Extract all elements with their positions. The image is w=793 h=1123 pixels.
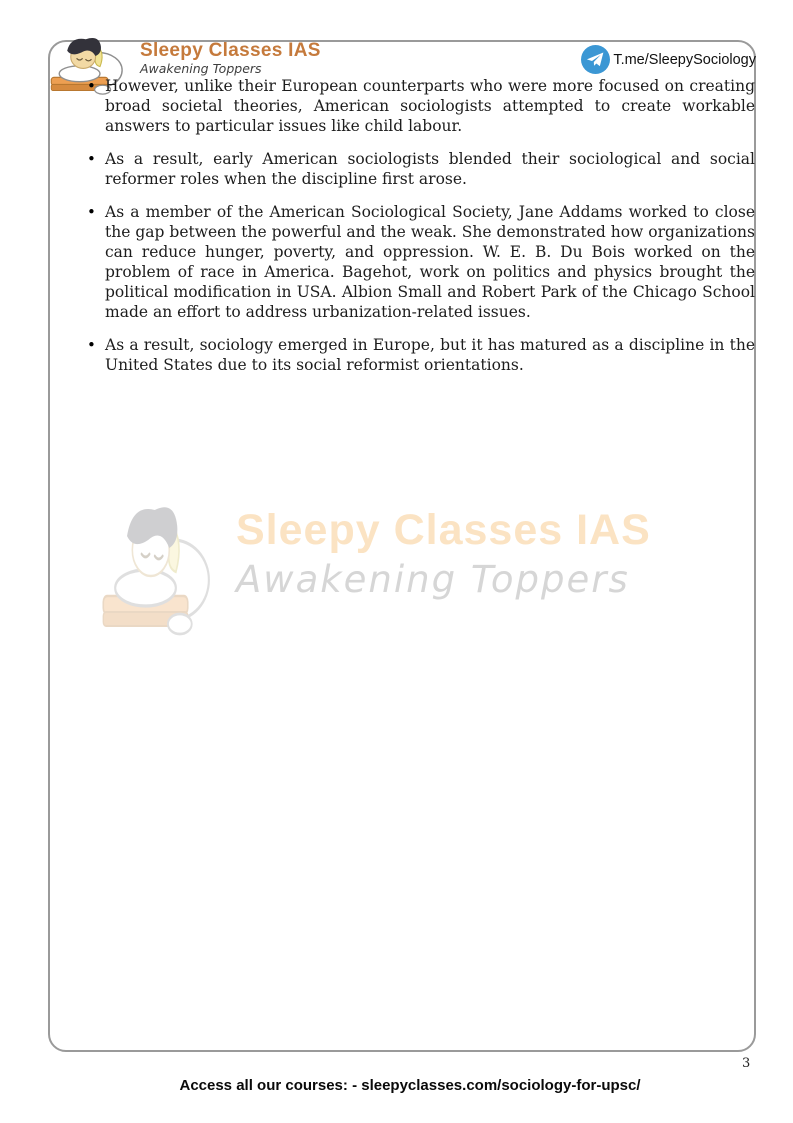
bullet-item: • As a result, sociology emerged in Europe, but it has matured as a discipline in the United States due to its social reformist orientations. (105, 335, 755, 375)
footer-course-link[interactable]: Access all our courses: - sleepyclasses.com/sociology-for-upsc/ (179, 1077, 641, 1094)
telegram-handle[interactable] (581, 45, 756, 74)
telegram-label[interactable]: T.me/SleepySociology (613, 51, 756, 68)
watermark-title: Sleepy Classes IAS (236, 506, 651, 554)
bullet-item: • However, unlike their European counterparts who were more focused on creating broad societal theories, American sociologists attempted to create workable answers to particular issues like child labour. (105, 76, 755, 136)
bullet-list (105, 76, 755, 388)
logo-title: Sleepy Classes IAS (140, 40, 321, 61)
bullet-item: • As a member of the American Sociological Society, Jane Addams worked to close the gap between the powerful and the weak. She demonstrated how organizations can reduce hunger, poverty, and oppression. W. E. B. Du Bois worked on the problem of race in America. Bagehot, work on politics and physics brought the political modification in USA. Albion Small and Robert Park of the Chicago School made an effort to address urbanization-related issues. (105, 202, 755, 322)
logo-subtitle: Awakening Toppers (140, 61, 262, 76)
page-number: 3 (742, 1056, 751, 1071)
logo-text (140, 33, 321, 76)
telegram-icon (581, 45, 610, 74)
bullet-item: • As a result, early American sociologists blended their sociological and social reformer roles when the discipline first arose. (105, 149, 755, 189)
watermark-subtitle: Awakening Toppers (236, 558, 630, 601)
